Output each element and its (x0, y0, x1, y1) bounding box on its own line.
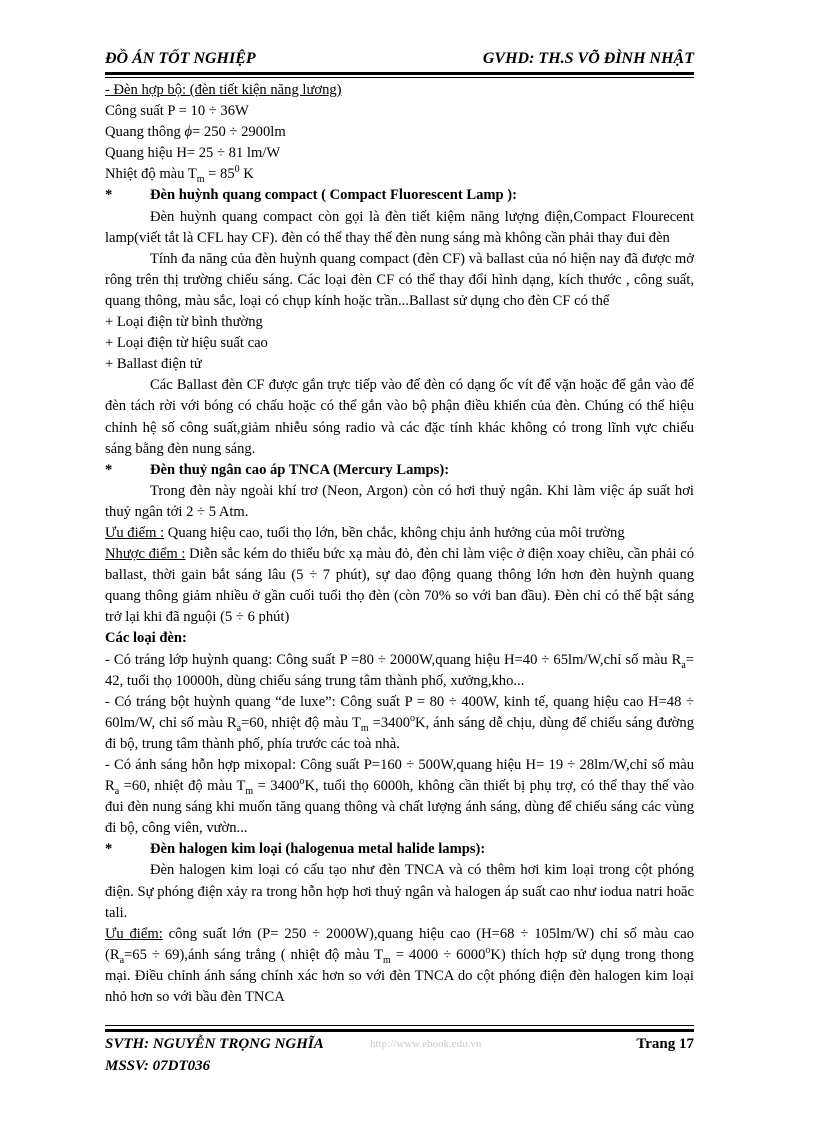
lamp-type-2: - Có tráng bột huỳnh quang “de luxe”: Công suất P = 80 ÷ 400W, kinh tế, quang hiệu cao H=48 ÷ 60lm/W, chỉ số màu $R_a=60$, nhiệt độ màu $T_m =3400^oK$, ánh sáng dễ chịu, dùng để chiếu sáng đường đi bộ, trung tâm thành phố, phía trước các toà nhà. (105, 693, 694, 752)
page-footer (105, 1036, 694, 1086)
cfl-list-item: + Loại điện từ bình thường (105, 314, 263, 331)
header-supervisor: GVHD: TH.S VÕ ĐÌNH NHẬT (482, 50, 694, 67)
cfl-paragraph-1: Đèn huỳnh quang compact còn gọi là đèn tiết kiệm năng lượng điện,Compact Flourecent lamp(viết tắt là CFL hay CF). đèn có thể thay thế đèn nung sáng mà không cần phải thay đui đèn (105, 208, 694, 246)
lamp-types-heading: Các loại đèn: (105, 630, 187, 647)
tnca-disadvantages: Nhược điểm : Diễn sắc kém do thiếu bức xạ màu đỏ, đèn chỉ làm việc ở điện xoay chiều, cần phải có ballast, thời gain bắt sáng lâu (5 ÷ 7 phút), sự dao động quang thông lớn hơn đèn huỳnh quang quang thông giảm nhiều ở gần cuối tuổi thọ đèn (còn 70% so với ban đầu). Đèn chỉ có thể bật sáng trở lại khi đã nguội (5 ÷ 6 phút) (105, 546, 694, 626)
halogen-advantages: Ưu điểm: công suất lớn (P= 250 ÷ 2000W),quang hiệu cao (H=68 ÷ 105lm/W) chỉ số màu cao ($R_a=65$ ÷ 69),ánh sáng trắng ( nhiệt độ màu $T_m = 4000 \div 6000^oK$) thích hợp sử dụng trong thong mại. Điều chỉnh ánh sáng chính xác hơn so với đèn TNCA do cột phóng điện đèn halogen kim loại nhỏ hơn so với bầu đèn TNCA (105, 925, 694, 1006)
tnca-paragraph-1: Trong đèn này ngoài khí trơ (Neon, Argon) còn có hơi thuỷ ngân. Khi làm việc áp suất hơi thuỷ ngân tới 2 ÷ 5 Atm. (105, 482, 694, 520)
hopbo-color-temp: Nhiệt độ màu $T_m = 85^0$ K (105, 164, 254, 186)
footer-rule-thin (105, 1025, 694, 1026)
cfl-paragraph-3: Các Ballast đèn CF được gắn trực tiếp vào đế đèn có dạng ốc vít để vặn hoặc để gắn vào đế đèn tách rời với bóng có chấu hoặc có thể gắn vào bộ phận điều khiển của đèn. Chúng có thể hiệu chỉnh hệ số công suất,giảm nhiễu sóng radio và các đặc tính khác không có trong lĩnh vực chiếu sáng bằng đèn nung sáng. (105, 377, 694, 457)
halogen-paragraph-1: Đèn halogen kim loại có cấu tạo như đèn TNCA và có thêm hơi kim loại trong cột phóng điện. Sự phóng điện xảy ra trong hỗn hợp hơi thuỷ ngân và halogen áp suất cao như iodua natri hoăc tali. (105, 862, 694, 921)
footer-student-id: MSSV: 07DT036 (105, 1058, 211, 1074)
tnca-advantages: Ưu điểm : Quang hiệu cao, tuổi thọ lớn, bền chắc, không chịu ảnh hưởng của môi trường (105, 524, 625, 541)
footer-watermark: http://www.ebook.edu.vn (370, 1038, 482, 1050)
hopbo-title: - Đèn hợp bộ: (đèn tiết kiện năng lương) (105, 82, 342, 98)
tnca-heading: * Đèn thuỷ ngân cao áp TNCA (Mercury Lamps): (105, 461, 450, 478)
header-rule-thin (105, 77, 694, 78)
hopbo-power: Công suất P = 10 ÷ 36W (105, 103, 249, 120)
footer-rule-thick (105, 1029, 694, 1032)
halogen-heading: * Đèn halogen kim loại (halogenua metal halide lamps): (105, 841, 486, 858)
header-title: ĐỒ ÁN TỐT NGHIỆP (105, 50, 256, 67)
hopbo-flux: Quang thông ϕ= 250 ÷ 2900lm (105, 124, 286, 141)
hopbo-efficacy: Quang hiệu H= 25 ÷ 81 lm/W (105, 145, 281, 162)
header-rule-thick (105, 72, 694, 75)
cfl-heading: * Đèn huỳnh quang compact ( Compact Fluorescent Lamp ): (105, 187, 518, 204)
page-number: Trang 17 (636, 1036, 694, 1052)
lamp-type-3: - Có ánh sáng hỗn hợp mixopal: Công suất P=160 ÷ 500W,quang hiệu H= 19 ÷ 28lm/W,chỉ số màu $R_a =60$, nhiệt độ màu $T_m = 3400^oK$, tuổi thọ 6000h, không cần thiết bị phụ trợ, có thể thay thế vào đui đèn nung sáng khi muốn tăng quang thông và chất lượng ánh sáng, dùng để chiếu sáng các vùng đi bộ, công viên, vườn... (105, 757, 695, 837)
page-header (105, 50, 694, 72)
page-content (105, 80, 694, 1008)
cfl-list-item: + Ballast điện tử (105, 356, 202, 373)
cfl-list-item: + Loại điện từ hiệu suất cao (105, 335, 268, 352)
footer-student: SVTH: NGUYỄN TRỌNG NGHĨA (105, 1036, 324, 1052)
lamp-type-1: - Có tráng lớp huỳnh quang: Công suất P =80 ÷ 2000W,quang hiệu H=40 ÷ 65lm/W,chỉ số màu $R_a= 42$, tuổi thọ 10000h, dùng chiếu sáng trung tâm thành phố, xưởng,kho... (105, 651, 694, 689)
cfl-paragraph-2: Tính đa năng của đèn huỳnh quang compact (đèn CF) và ballast của nó hiện nay đã được mở rông trên thị trường chiếu sáng. Các loại đèn CF có thể thay đổi hình dạng, kích thước , công suất, quang thông, màu sắc, loại có chụp kính hoặc trần...Ballast sử dụng cho đèn CF có thể (105, 250, 694, 309)
